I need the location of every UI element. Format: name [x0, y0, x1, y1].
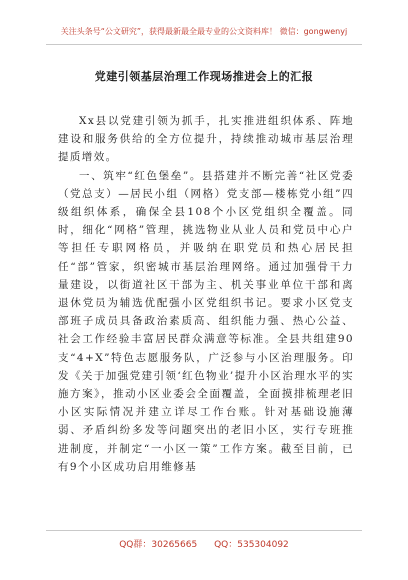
footer-qq-number: QQ：535304092 — [214, 540, 289, 550]
footer-qq-group: QQ群：30265665 — [119, 540, 198, 550]
document-body — [58, 112, 354, 476]
body-paragraph: Xx县以党建引领为抓手，扎实推进组织体系、阵地建设和服务供给的全方位提升，持续推动城市基层治理提质增效。 — [58, 115, 354, 164]
header-banner: 关注头条号“公文研究”，获得最新最全最专业的公文资料库！ 微信：gongwenyj — [60, 27, 348, 36]
footer-divider — [46, 530, 362, 531]
document-title: 党建引领基层治理工作现场推进会上的汇报 — [94, 70, 314, 83]
header-divider — [46, 44, 362, 45]
footer-contact — [0, 537, 408, 550]
body-paragraph: 一、筑牢“红色堡垒”。县搭建并不断完善“社区党委（党总支）—居民小组（网格）党支部—楼栋党小组”四级组织体系，确保全县108个小区党组织全覆盖。同时，细化“网格”管理，挑选物业从业人员和党员中心户等担任专职网格员，并吸纳在职党员和热心居民担任“部”管家，织密城市基层治理网络。通过加强骨干力量建设，以街道社区干部为主、机关事业单位干部和离退休党员为辅选优配强小区党组织书记。要求小区党支部班子成员具备政治素质高、组织能力强、热心公益、社会工作经验丰富居民群众满意等标准。全县共组建90支“4+X”特色志愿服务队，广泛参与小区治理服务。印发《关于加强党建引领‘红色物业’提升小区治理水平的实施方案》，推动小区业委会全面覆盖，全面摸排梳理老旧小区实际情况并建立详尽工作台账。针对基础设施薄弱、矛盾纠纷多发等问题突出的老旧小区，实行专班推进制度，并制定“一小区一策”工作方案。截至目前，已有9个小区成功启用维修基 — [58, 169, 354, 473]
